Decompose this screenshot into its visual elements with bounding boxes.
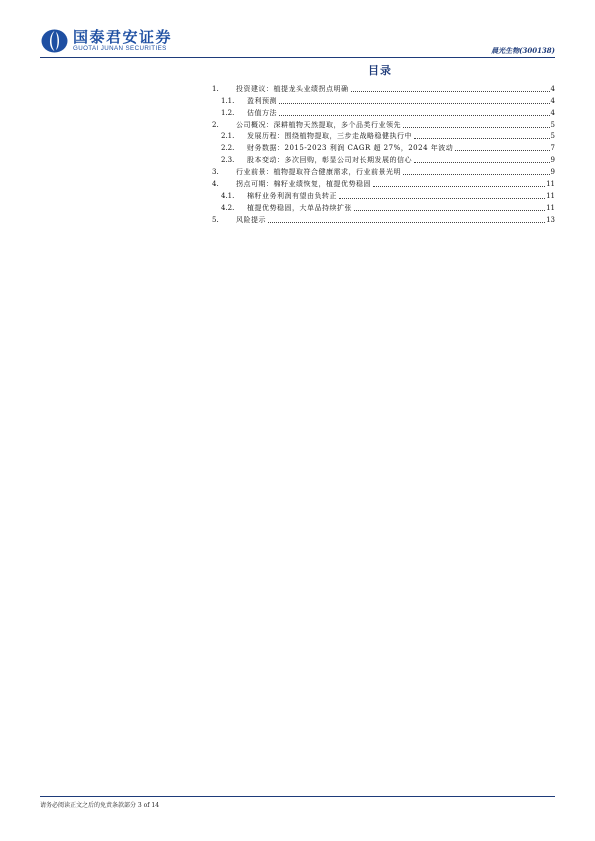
toc-entry-label: 棉籽业务利润有望由负转正 — [247, 191, 337, 200]
toc-entry-page: 9 — [550, 168, 555, 177]
toc-entry[interactable] — [212, 213, 555, 225]
toc-entry-page: 11 — [546, 180, 555, 189]
toc-entry[interactable] — [212, 189, 555, 201]
toc-leader-dots — [339, 197, 545, 199]
toc-leader-dots — [279, 102, 550, 104]
toc-leader-dots — [351, 90, 550, 92]
table-of-contents — [212, 82, 555, 225]
toc-leader-dots — [403, 126, 550, 128]
toc-entry-label: 股本变动：多次回购，彰显公司对长期发展的信心 — [247, 156, 412, 165]
toc-leader-dots — [414, 161, 550, 163]
toc-entry-page: 5 — [550, 120, 555, 129]
company-logo — [41, 28, 172, 54]
footer-disclaimer: 请务必阅读正文之后的免责条款部分 3 of 14 — [40, 802, 160, 809]
toc-entry-page: 7 — [550, 144, 555, 153]
toc-entry-page: 5 — [550, 132, 555, 141]
toc-entry-label: 盈利预测 — [247, 96, 277, 105]
toc-leader-dots — [373, 185, 545, 187]
toc-entry-label: 投资建议：植提龙头业绩拐点明确 — [236, 84, 349, 93]
toc-entry-label: 发展历程：围绕植物提取，三步走战略稳健执行中 — [247, 132, 412, 141]
toc-entry-page: 4 — [550, 84, 555, 93]
logo-chinese-name: 国泰君安证券 — [73, 28, 173, 46]
toc-entry[interactable] — [212, 177, 555, 189]
toc-entry-number: 3. — [212, 168, 219, 177]
toc-entry[interactable] — [212, 153, 555, 165]
toc-leader-dots — [268, 221, 545, 223]
toc-entry-number: 1.2. — [221, 108, 235, 117]
toc-entry[interactable] — [212, 201, 555, 213]
toc-entry-page: 4 — [550, 96, 555, 105]
toc-entry-number: 2.2. — [221, 144, 235, 153]
toc-entry-number: 4. — [212, 180, 219, 189]
toc-entry-label: 估值方法 — [247, 108, 277, 117]
toc-entry-page: 9 — [550, 156, 555, 165]
toc-entry-number: 1.1. — [221, 96, 235, 105]
toc-entry-label: 行业前景：植物提取符合健康需求，行业前景光明 — [236, 168, 401, 177]
toc-entry[interactable] — [212, 165, 555, 177]
logo-emblem-icon — [41, 29, 68, 53]
toc-entry[interactable] — [212, 106, 555, 118]
header-divider — [40, 57, 555, 58]
logo-english-name: GUOTAI JUNAN SECURITIES — [73, 45, 167, 52]
toc-leader-dots — [455, 149, 549, 151]
toc-entry[interactable] — [212, 141, 555, 153]
toc-leader-dots — [354, 209, 545, 211]
toc-entry[interactable] — [212, 82, 555, 94]
toc-entry-label: 公司概况：深耕植物天然提取，多个品类行业领先 — [236, 120, 401, 129]
toc-entry-number: 1. — [212, 84, 219, 93]
toc-entry-page: 11 — [546, 191, 555, 200]
toc-entry-number: 4.2. — [221, 203, 235, 212]
toc-entry-number: 2.3. — [221, 156, 235, 165]
toc-entry-page: 13 — [546, 215, 555, 224]
toc-entry[interactable] — [212, 130, 555, 142]
toc-title: 目录 — [368, 64, 392, 77]
toc-leader-dots — [414, 137, 550, 139]
company-ticker: 晨光生物(300138) — [491, 46, 555, 55]
toc-entry[interactable] — [212, 94, 555, 106]
toc-entry-label: 风险提示 — [236, 215, 266, 224]
toc-entry-page: 11 — [546, 203, 555, 212]
toc-entry-number: 5. — [212, 215, 219, 224]
toc-entry[interactable] — [212, 118, 555, 130]
toc-entry-number: 4.1. — [221, 191, 235, 200]
toc-leader-dots — [403, 173, 550, 175]
toc-entry-label: 植提优势稳固，大单品持续扩张 — [247, 203, 352, 212]
toc-entry-label: 财务数据：2015-2023 利润 CAGR 超 27%，2024 年波动 — [247, 144, 454, 153]
toc-entry-page: 4 — [550, 108, 555, 117]
toc-entry-number: 2.1. — [221, 132, 235, 141]
toc-entry-number: 2. — [212, 120, 219, 129]
toc-entry-label: 拐点可期：棉籽业绩恢复，植提优势稳固 — [236, 180, 371, 189]
footer-divider — [40, 796, 555, 797]
toc-leader-dots — [279, 114, 550, 116]
